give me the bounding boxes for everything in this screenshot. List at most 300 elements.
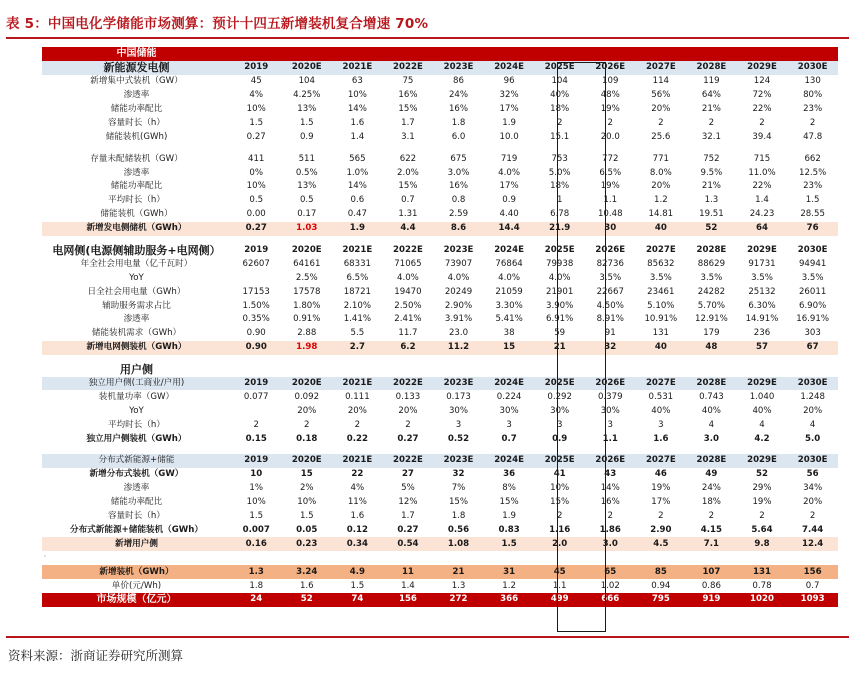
value-cell: 2 [658, 511, 664, 522]
value-cell: 59 [554, 328, 566, 339]
value-cell: 15.1 [550, 131, 570, 142]
value-cell: 4.0% [548, 272, 571, 283]
value-cell: 2027E [645, 245, 676, 256]
value-cell: 1.6 [350, 117, 365, 128]
value-cell: 5.64 [751, 524, 773, 535]
value-cell: 91731 [748, 258, 776, 269]
value-cell: 17% [499, 104, 519, 114]
value-cell: 4 [809, 419, 816, 430]
row-label: 中国储能 [42, 47, 231, 61]
value-cell: 18% [550, 104, 570, 114]
value-cell: 0.54 [383, 537, 434, 551]
value-cell: 0.27 [397, 524, 419, 535]
value-cell [433, 47, 484, 61]
value-cell: 752 [703, 153, 720, 164]
value-cell: 3 [455, 419, 462, 430]
value-cell: 45 [534, 565, 585, 579]
value-cell: 6.5% [599, 167, 622, 178]
value-cell: 4.5 [636, 537, 687, 551]
value-cell: 2 [304, 419, 310, 430]
value-cell: 25.6 [651, 131, 671, 142]
value-cell: 30% [550, 405, 570, 416]
value-cell: 76 [787, 222, 838, 236]
value-cell: 2025E [534, 61, 585, 75]
table-row [42, 180, 838, 194]
value-cell: 2026E [595, 245, 626, 256]
value-cell: 0.9 [299, 131, 314, 142]
value-cell: 2 [759, 511, 765, 522]
spacer-cell [42, 144, 838, 152]
spacer-cell [42, 355, 838, 363]
value-cell [433, 551, 484, 565]
value-cell: 565 [349, 153, 366, 164]
value-cell: 511 [298, 153, 315, 164]
value-cell [332, 363, 383, 377]
value-cell: 94941 [798, 258, 827, 269]
source-note: 资料来源：浙商证券研究所测算 [8, 648, 184, 663]
value-cell: 2025E [534, 377, 585, 391]
value-cell: 25132 [748, 286, 776, 297]
value-cell: 1.9 [502, 511, 516, 522]
table-row [42, 271, 838, 285]
row-label: ʾ [44, 553, 47, 563]
value-cell: 24 [231, 593, 282, 607]
value-cell: 1% [249, 483, 264, 494]
value-cell: 2 [708, 511, 715, 522]
value-cell: 1.1 [603, 195, 618, 206]
row-label: 分布式新能源+储能 [42, 454, 231, 468]
row-label: 渗透率 [123, 90, 150, 101]
value-cell: 9.8 [737, 537, 788, 551]
value-cell: 62607 [242, 258, 270, 269]
value-cell: 411 [248, 153, 265, 164]
value-cell: 2.88 [297, 328, 317, 339]
value-cell: 2.90% [444, 300, 473, 311]
value-cell: 2027E [636, 454, 687, 468]
value-cell: 0.007 [242, 524, 270, 535]
value-cell: 10.0 [499, 131, 519, 142]
value-cell: 3.5% [700, 272, 723, 283]
value-cell: 2.0 [534, 537, 585, 551]
value-cell: 40 [636, 341, 687, 355]
value-cell: 21% [701, 104, 721, 114]
table-row [42, 47, 838, 61]
table-row [42, 244, 838, 258]
value-cell: 5.10% [647, 300, 675, 311]
value-cell: 0.90 [231, 341, 282, 355]
value-cell: 1.5 [350, 580, 365, 591]
value-cell: 303 [804, 328, 821, 339]
value-cell [231, 271, 282, 285]
value-cell: 15% [550, 497, 570, 508]
value-cell: 2028E [686, 454, 737, 468]
value-cell: 8.6 [433, 222, 484, 236]
table-row [42, 363, 838, 377]
value-cell: 2.90 [650, 524, 672, 535]
value-cell: 156 [383, 593, 434, 607]
value-cell [231, 363, 282, 377]
value-cell: 52 [282, 593, 333, 607]
page-title: 表 5：中国电化学储能市场测算：预计十四五新增装机复合增速 70% [6, 16, 429, 32]
table-row [42, 299, 838, 313]
table-row [42, 116, 838, 130]
value-cell: 2024E [484, 377, 535, 391]
value-cell: 20% [297, 405, 317, 416]
value-cell: 0.17 [297, 209, 317, 220]
spacer-row [42, 236, 838, 244]
value-cell: 91 [604, 328, 616, 339]
value-cell: 32% [499, 90, 519, 101]
value-cell [534, 551, 585, 565]
value-cell: 0.077 [243, 391, 269, 402]
value-cell: 3.0 [703, 433, 720, 444]
value-cell: 80% [803, 90, 823, 101]
value-cell: 0.78 [752, 580, 772, 591]
row-label: 用户侧 [119, 363, 153, 377]
value-cell: 0.05 [296, 524, 318, 535]
table-row [42, 404, 838, 418]
table-row [42, 593, 838, 607]
value-cell: 6.2 [383, 341, 434, 355]
value-cell: 1.8 [451, 511, 466, 522]
row-label: 渗透率 [123, 314, 150, 325]
value-cell: 86 [453, 76, 464, 87]
value-cell: 1.08 [433, 537, 484, 551]
spacer-cell [42, 446, 838, 454]
value-cell: 1020 [737, 593, 788, 607]
value-cell: 2021E [332, 377, 383, 391]
value-cell [332, 551, 383, 565]
value-cell: 32 [452, 469, 465, 480]
value-cell: 21059 [495, 286, 523, 297]
value-cell: 3.1 [401, 131, 415, 142]
value-cell: 24% [448, 90, 469, 101]
value-cell: 16.91% [796, 314, 830, 325]
value-cell: 2019 [231, 454, 282, 468]
table-row [42, 103, 838, 117]
value-cell: 1.3 [451, 580, 466, 591]
value-cell: 0.9 [552, 433, 568, 444]
spacer-row [42, 144, 838, 152]
row-label: 日全社会用电量（GWh） [87, 286, 186, 297]
value-cell: 2019 [244, 245, 269, 256]
value-cell [636, 551, 687, 565]
row-label: YoY [129, 405, 144, 416]
table-row [42, 510, 838, 524]
value-cell: 63 [351, 76, 363, 87]
value-cell: 18% [701, 497, 721, 508]
row-label: 新增用户侧 [42, 537, 231, 551]
table-row [42, 341, 838, 355]
value-cell: 2023E [433, 377, 484, 391]
value-cell [787, 551, 838, 565]
value-cell: 2024E [484, 61, 535, 75]
value-cell [737, 363, 788, 377]
value-cell: 2022E [383, 454, 434, 468]
value-cell: 76864 [495, 258, 523, 269]
value-cell: 1.8 [249, 580, 264, 591]
value-cell: 1.50% [242, 300, 270, 311]
value-cell: 2.41% [394, 314, 422, 325]
row-label: 辅助服务需求占比 [102, 300, 171, 311]
row-label: 新增发电侧储机（GWh） [42, 222, 231, 236]
value-cell: 20% [398, 405, 418, 416]
value-cell: 0.5 [299, 195, 314, 206]
value-cell: 0.86 [701, 580, 721, 591]
value-cell: 2020E [282, 377, 333, 391]
value-cell: 30 [585, 222, 636, 236]
value-cell: 16% [448, 181, 469, 192]
value-cell: 17% [651, 497, 671, 508]
row-label: 分布式新能源+储能装机（GWh） [69, 524, 203, 535]
value-cell: 16% [398, 90, 418, 101]
value-cell: 795 [636, 593, 687, 607]
value-cell: 4.25% [293, 90, 321, 101]
value-cell: 7.1 [686, 537, 737, 551]
value-cell: 85 [636, 565, 687, 579]
value-cell: 36 [503, 469, 516, 480]
value-cell [787, 47, 838, 61]
value-cell: 22 [351, 469, 364, 480]
value-cell: 4% [249, 90, 264, 101]
title-divider [6, 37, 849, 39]
row-label: 储能装机（GWh） [100, 209, 173, 220]
value-cell: 52 [756, 469, 768, 480]
value-cell: 56% [651, 90, 671, 101]
value-cell: 74 [332, 593, 383, 607]
value-cell: 3.5% [599, 272, 622, 283]
value-cell: 0.27 [246, 131, 266, 142]
value-cell: 72% [752, 90, 772, 101]
value-cell: 2028E [686, 377, 737, 391]
value-cell: 1.5 [805, 195, 820, 206]
value-cell: 1.16 [549, 524, 571, 535]
value-cell: 4.0% [498, 167, 521, 178]
value-cell: 13% [297, 181, 317, 192]
value-cell: 24.23 [749, 209, 775, 220]
value-cell: 15 [300, 469, 313, 480]
value-cell: 47.8 [803, 131, 823, 142]
value-cell: 14% [347, 104, 367, 114]
value-cell: 11.7 [398, 328, 418, 339]
value-cell: 10% [246, 104, 266, 114]
value-cell: 2 [253, 419, 259, 430]
value-cell: 2024E [484, 454, 535, 468]
table-row [42, 418, 838, 432]
value-cell: 2 [405, 419, 411, 430]
value-cell: 0.18 [296, 433, 318, 444]
row-label: 容量时长（h） [107, 117, 165, 128]
row-label: 渗透率 [123, 483, 150, 494]
row-label: 新增装机（GWh） [42, 565, 231, 579]
value-cell: 156 [787, 565, 838, 579]
row-label: 存量未配储装机（GW） [90, 153, 183, 164]
value-cell: 0.94 [651, 580, 671, 591]
value-cell: 4.9 [332, 565, 383, 579]
value-cell: 24% [701, 483, 721, 494]
value-cell: 2 [809, 511, 816, 522]
table-row [42, 89, 838, 103]
row-label: 装机量功率（GW） [98, 391, 175, 402]
value-cell: 1 [556, 195, 563, 206]
value-cell: 14% [347, 181, 367, 192]
value-cell: 10% [347, 90, 367, 101]
value-cell: 12.5% [798, 167, 827, 178]
value-cell: 48 [686, 341, 737, 355]
row-label: 独立用户侧(工商业/户用) [42, 377, 231, 391]
value-cell: 19% [651, 483, 671, 494]
value-cell: 28.55 [800, 209, 825, 220]
value-cell: 31 [484, 565, 535, 579]
value-cell: 0.379 [597, 391, 623, 402]
value-cell: 10% [550, 483, 570, 494]
value-cell: 1.31 [398, 209, 418, 220]
value-cell: 27 [401, 469, 414, 480]
value-cell: 1.0% [346, 167, 369, 178]
value-cell [787, 363, 838, 377]
value-cell: 45 [250, 76, 262, 87]
value-cell: 67 [787, 341, 838, 355]
value-cell: 38 [503, 328, 515, 339]
row-label: 电网侧(电源侧辅助服务+电网侧） [52, 244, 221, 258]
value-cell: 2028E [696, 245, 727, 256]
value-cell: 236 [753, 328, 771, 339]
table-row [42, 222, 838, 236]
value-cell: 1.8 [451, 117, 466, 128]
value-cell: 30% [600, 405, 620, 416]
value-cell: 1.4 [755, 195, 769, 206]
value-cell: 8.91% [596, 314, 624, 325]
table-row [42, 152, 838, 166]
value-cell: 1.7 [401, 117, 415, 128]
table-row [42, 468, 838, 482]
row-label: 渗透率 [123, 167, 150, 178]
value-cell [585, 363, 636, 377]
row-label: 平均时长（h） [107, 419, 165, 430]
value-cell: 715 [753, 153, 771, 164]
value-cell: 666 [585, 593, 636, 607]
value-cell: 3 [506, 419, 512, 430]
value-cell: 2 [759, 117, 765, 128]
value-cell: 32.1 [701, 131, 721, 142]
value-cell: 2030E [797, 245, 828, 256]
value-cell: 0.56 [447, 524, 470, 535]
value-cell [686, 363, 737, 377]
value-cell: 11% [347, 497, 367, 508]
value-cell [383, 363, 434, 377]
table-row [42, 166, 838, 180]
value-cell: 3.5% [751, 272, 773, 283]
value-cell: 622 [399, 153, 417, 164]
value-cell: 919 [686, 593, 737, 607]
value-cell: 75 [402, 76, 414, 87]
row-label: YoY [129, 272, 144, 283]
value-cell: 15% [499, 497, 519, 508]
value-cell: 8.0% [649, 167, 672, 178]
value-cell: 2030E [787, 454, 838, 468]
value-cell [737, 47, 788, 61]
value-cell: 3.5% [649, 272, 672, 283]
value-cell: 2029E [747, 245, 777, 256]
table-row [42, 313, 838, 327]
value-cell: 1.02 [600, 580, 620, 591]
value-cell: 499 [534, 593, 585, 607]
value-cell: 0.47 [347, 209, 367, 220]
value-cell: 18% [550, 181, 570, 192]
value-cell: 20% [803, 405, 823, 416]
value-cell: 34% [803, 483, 823, 494]
value-cell: 39.4 [752, 131, 772, 142]
value-cell: 5.5 [350, 328, 365, 339]
value-cell: 0.6 [350, 195, 365, 206]
value-cell: 22667 [596, 286, 624, 297]
table-row [42, 565, 838, 579]
value-cell: 130 [804, 76, 821, 87]
value-cell: 131 [652, 328, 670, 339]
table-row [42, 579, 838, 593]
value-cell: 2% [299, 483, 314, 494]
value-cell: 0.743 [699, 391, 724, 402]
value-cell: 2020E [282, 454, 333, 468]
row-label: 储能功率配比 [110, 104, 163, 114]
value-cell: 2030E [787, 377, 838, 391]
value-cell: 104 [551, 76, 568, 87]
value-cell [282, 47, 333, 61]
value-cell: 2029E [737, 454, 788, 468]
value-cell: 10% [297, 497, 317, 508]
value-cell: 1.7 [401, 511, 415, 522]
value-cell: 0.23 [282, 537, 333, 551]
value-cell: 119 [703, 76, 720, 87]
value-cell: 71065 [394, 258, 422, 269]
value-cell: 0.91% [293, 314, 321, 325]
value-cell: 2024E [494, 245, 524, 256]
value-cell: 2 [607, 511, 613, 522]
value-cell: 68331 [343, 258, 372, 269]
value-cell: 0.83 [498, 524, 520, 535]
value-cell: 30% [499, 405, 519, 416]
row-label: 新增集中式装机（GW） [90, 76, 183, 87]
value-cell: 0.531 [648, 391, 674, 402]
table-row [42, 432, 838, 446]
value-cell: 5.0 [805, 433, 821, 444]
value-cell: 4% [350, 483, 365, 494]
value-cell: 10% [246, 181, 266, 192]
value-cell: 82736 [596, 258, 624, 269]
value-cell: 3 [658, 419, 664, 430]
value-cell: 0.27 [231, 222, 282, 236]
value-cell [484, 47, 535, 61]
value-cell: 57 [737, 341, 788, 355]
value-cell: 2 [809, 117, 816, 128]
value-cell: 0.224 [496, 391, 522, 402]
value-cell: 12% [398, 497, 418, 508]
table-row [42, 75, 838, 89]
row-label: 储能装机需求（GWh） [91, 328, 182, 339]
value-cell: 17% [499, 181, 519, 192]
value-cell: 1.41% [343, 314, 372, 325]
value-cell [332, 47, 383, 61]
value-cell: 21% [701, 181, 721, 192]
value-cell: 131 [737, 565, 788, 579]
value-cell: 2.10% [343, 300, 372, 311]
value-cell: 6.78 [550, 209, 570, 220]
value-cell: 0.12 [346, 524, 368, 535]
value-cell: 17153 [242, 286, 270, 297]
value-cell: 1.6 [653, 433, 669, 444]
value-cell: 23461 [647, 286, 675, 297]
value-cell: 15% [398, 181, 418, 192]
